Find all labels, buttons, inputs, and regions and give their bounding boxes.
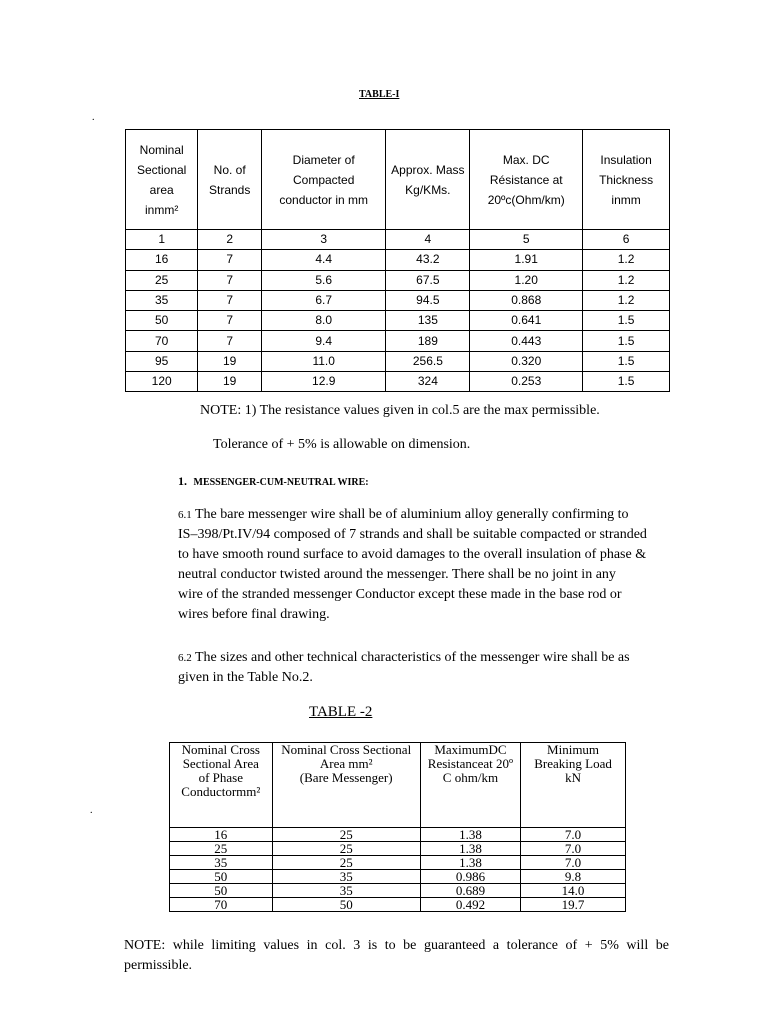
table2-header-line: of Phase [198, 770, 243, 785]
table2-cell: 0.492 [420, 898, 520, 912]
table1-cell: 1.2 [583, 290, 670, 310]
table1-header-line: Sectional area [136, 162, 187, 197]
table2-cell: 35 [272, 884, 420, 898]
table1-header-line: 20ºc(Ohm/km) [487, 192, 565, 207]
table2-cell: 19.7 [521, 898, 626, 912]
paragraph-number: 6.2 [178, 652, 192, 664]
stray-dot-2: . [90, 805, 93, 816]
table1-header-line: Max. DC [502, 152, 550, 167]
table1-body [126, 230, 670, 392]
note-resistance: NOTE: 1) The resistance values given in col.5 are the max permissible. [200, 403, 600, 418]
table1-header-line: Strands [208, 182, 251, 197]
table1-cell: 7 [198, 250, 262, 270]
table1-header-line: Insulation [600, 152, 652, 167]
table1-header-line: inmm [611, 192, 641, 207]
table1-cell: 1.91 [470, 250, 583, 270]
table2-cell: 25 [272, 828, 420, 842]
table1-colnum-cell: 3 [261, 230, 385, 250]
table2-cell: 1.38 [420, 828, 520, 842]
table-row [170, 870, 626, 884]
table-row [126, 351, 670, 371]
table1-cell: 1.20 [470, 270, 583, 290]
table1-title: TABLE-I [359, 89, 400, 100]
table1-header-line: Kg/KMs. [405, 182, 451, 197]
table1-cell: 35 [126, 290, 198, 310]
table1-header-line: Diameter of [292, 152, 355, 167]
table2-header-line: Nominal Cross [181, 742, 260, 757]
table1-header-line: No. of [213, 162, 246, 177]
table1-header-line: Nominal [139, 142, 184, 157]
table1-cell: 95 [126, 351, 198, 371]
table1-cell: 8.0 [261, 311, 385, 331]
table1-header-line: inmm² [145, 202, 179, 217]
table2-header-line: Breaking Load [534, 756, 612, 771]
table1-header-row [126, 130, 670, 230]
paragraph-line: neutral conductor twisted around the messenger. There shall be no joint in any [178, 567, 616, 582]
table1-header-cell [126, 130, 198, 230]
table1-cell: 256.5 [386, 351, 470, 371]
table2 [169, 742, 626, 912]
paragraph-line: The bare messenger wire shall be of aluminium alloy generally confirming to [191, 507, 629, 522]
table2-cell: 70 [170, 898, 273, 912]
table1-cell: 7 [198, 290, 262, 310]
table1-header-cell [261, 130, 385, 230]
table1-cell: 324 [386, 372, 470, 392]
table1-header-line: Thickness [599, 172, 654, 187]
table2-cell: 50 [170, 870, 273, 884]
table2-cell: 0.986 [420, 870, 520, 884]
table2-header-cell [420, 743, 520, 828]
table-row [126, 250, 670, 270]
table2-cell: 0.689 [420, 884, 520, 898]
table1-cell: 135 [386, 311, 470, 331]
table1-cell: 1.5 [583, 331, 670, 351]
table2-header-line: Area mm² [319, 756, 373, 771]
table2-cell: 1.38 [420, 856, 520, 870]
table1-cell: 0.443 [470, 331, 583, 351]
section-heading [178, 474, 369, 489]
table1-cell: 70 [126, 331, 198, 351]
table2-cell: 35 [170, 856, 273, 870]
table-row [170, 856, 626, 870]
table2-header-line: Sectional Area [182, 756, 259, 771]
table2-cell: 9.8 [521, 870, 626, 884]
table1-header-line: conductor in mm [279, 192, 369, 207]
table2-cell: 50 [170, 884, 273, 898]
paragraph-line: The sizes and other technical characteristics of the messenger wire shall be as [191, 650, 630, 665]
table1-cell: 12.9 [261, 372, 385, 392]
table1-header-cell [198, 130, 262, 230]
table1-cell: 1.5 [583, 372, 670, 392]
table1-cell: 189 [386, 331, 470, 351]
table-row [126, 331, 670, 351]
table-row [126, 311, 670, 331]
table1 [125, 129, 670, 392]
table1-cell: 9.4 [261, 331, 385, 351]
table1-cell: 6.7 [261, 290, 385, 310]
table-row [170, 898, 626, 912]
table1-cell: 0.320 [470, 351, 583, 371]
section-title: MESSENGER-CUM-NEUTRAL WIRE: [193, 477, 369, 488]
table2-header-cell [521, 743, 626, 828]
table2-cell: 7.0 [521, 842, 626, 856]
table1-cell: 1.2 [583, 270, 670, 290]
table1-cell: 11.0 [261, 351, 385, 371]
table-row [126, 290, 670, 310]
table1-cell: 50 [126, 311, 198, 331]
table1-cell: 1.5 [583, 311, 670, 331]
table1-cell: 43.2 [386, 250, 470, 270]
table-row [170, 842, 626, 856]
table2-header-line: kN [565, 770, 581, 785]
table1-cell: 7 [198, 331, 262, 351]
table1-cell: 0.868 [470, 290, 583, 310]
table2-body [170, 828, 626, 912]
paragraph-number: 6.1 [178, 509, 192, 521]
table2-cell: 16 [170, 828, 273, 842]
table1-cell: 120 [126, 372, 198, 392]
note-limiting-values: NOTE: while limiting values in col. 3 is to be guaranteed a tolerance of + 5% will be permissible. [124, 938, 669, 973]
table1-cell: 67.5 [386, 270, 470, 290]
table1-cell: 19 [198, 372, 262, 392]
table2-header-row [170, 743, 626, 828]
table2-cell: 7.0 [521, 856, 626, 870]
table2-cell: 35 [272, 870, 420, 884]
table2-cell: 50 [272, 898, 420, 912]
table1-cell: 16 [126, 250, 198, 270]
table1-header-cell [470, 130, 583, 230]
paragraph-6-1 [178, 505, 678, 625]
table-row [126, 372, 670, 392]
table2-header-cell [170, 743, 273, 828]
table-row [170, 828, 626, 842]
table1-cell: 94.5 [386, 290, 470, 310]
table2-header-line: Conductormm² [181, 784, 261, 799]
table2-header-line: Minimum [547, 742, 600, 757]
note-tolerance: Tolerance of + 5% is allowable on dimension. [213, 437, 471, 452]
paragraph-line: given in the Table No.2. [178, 670, 313, 685]
table2-cell: 25 [170, 842, 273, 856]
table1-cell: 4.4 [261, 250, 385, 270]
table1-header-line: Résistance at [489, 172, 563, 187]
table2-header-line: C ohm/km [442, 770, 499, 785]
table1-cell: 25 [126, 270, 198, 290]
table1-colnum-row [126, 230, 670, 250]
table1-colnum-cell: 1 [126, 230, 198, 250]
table2-header-cell [272, 743, 420, 828]
table1-header-cell [583, 130, 670, 230]
table2-cell: 25 [272, 842, 420, 856]
paragraph-line: to have smooth round surface to avoid damages to the overall insulation of phase & [178, 547, 647, 562]
table2-cell: 7.0 [521, 828, 626, 842]
paragraph-6-2 [178, 648, 678, 688]
table1-cell: 7 [198, 270, 262, 290]
table2-title-text: TABLE -2 [309, 704, 373, 720]
table2-cell: 1.38 [420, 842, 520, 856]
table1-cell: 0.641 [470, 311, 583, 331]
table1-colnum-cell: 2 [198, 230, 262, 250]
stray-dot: . [92, 112, 95, 123]
table1-cell: 0.253 [470, 372, 583, 392]
table2-header-line: MaximumDC [434, 742, 507, 757]
table-row [170, 884, 626, 898]
table1-colnum-cell: 5 [470, 230, 583, 250]
section-number: 1. [178, 474, 187, 488]
table2-header-line: Nominal Cross Sectional [281, 742, 412, 757]
table1-header-cell [386, 130, 470, 230]
table1-header-line: Compacted [293, 172, 355, 187]
paragraph-line: IS–398/Pt.IV/94 composed of 7 strands and shall be suitable compacted or stranded [178, 527, 647, 542]
paragraph-line: wires before final drawing. [178, 607, 330, 622]
table1-cell: 1.5 [583, 351, 670, 371]
paragraph-line: wire of the stranded messenger Conductor except these made in the base rod or [178, 587, 622, 602]
table2-title [309, 704, 372, 721]
table1-cell: 19 [198, 351, 262, 371]
table-row [126, 270, 670, 290]
table2-header-line: (Bare Messenger) [299, 770, 393, 785]
table1-colnum-cell: 4 [386, 230, 470, 250]
table2-cell: 25 [272, 856, 420, 870]
table1-cell: 5.6 [261, 270, 385, 290]
table2-cell: 14.0 [521, 884, 626, 898]
table1-cell: 7 [198, 311, 262, 331]
table1-header-line: Approx. Mass [391, 162, 465, 177]
table2-header-line: Resistanceat 20º [427, 756, 514, 771]
table1-cell: 1.2 [583, 250, 670, 270]
table1-colnum-cell: 6 [583, 230, 670, 250]
